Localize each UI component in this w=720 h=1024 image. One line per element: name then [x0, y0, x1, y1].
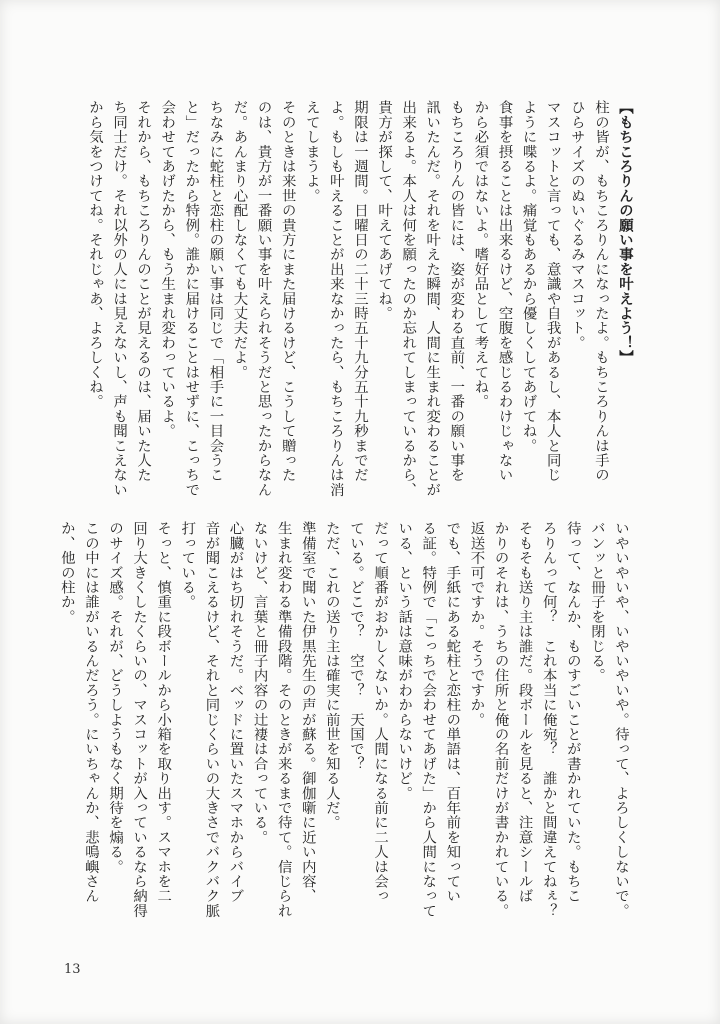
text-line: もちころりんの皆には、姿が変わる直前、一番の願い事を [448, 100, 465, 483]
text-line: 期限は一週間。日曜日の二十三時五十九分五十九秒までだ [351, 100, 368, 483]
text-line: から必須ではないよ。嗜好品として考えてね。 [472, 100, 489, 409]
text-line: のサイズ感。それが、どうしようもなく期待を煽る。 [107, 521, 124, 874]
text-line: いる、という話は意味がわからないけど。 [396, 521, 413, 801]
text-line: 会わせてあげたから、もう生まれ変わっているよ。 [159, 100, 176, 439]
text-line: えてしまうよ。 [303, 100, 320, 203]
text-line: だ。あんまり心配しなくても大丈夫だよ。 [231, 100, 248, 380]
text-line: この中には誰がいるんだろう。にいちゃんか、悲鳴嶼さん [82, 521, 99, 904]
text-line: 食事を摂ることは出来るけど、空腹を感じるわけじゃない [496, 100, 513, 483]
page-number: 13 [64, 962, 81, 977]
text-line: ている。どこで？ 空で？ 天国で？ [347, 521, 364, 771]
text-line: よ。もしも叶えることが出来なかったら、もちころりんは消 [327, 100, 344, 497]
text-line: 訊いたんだ。それを叶えた瞬間、人間に生まれ変わることが [424, 100, 441, 497]
text-line: 回り大きくしたくらいの、マスコットが入っているなら納得 [131, 521, 148, 918]
text-line: と」だったから特例。誰かに届けることはせずに、こっちで [183, 100, 200, 497]
upper-text-block [83, 100, 637, 500]
text-line: 返送不可ですか。そうですか。 [468, 521, 485, 727]
section-title: 【もちころりんの願い事を叶えよう！】 [617, 100, 634, 365]
text-line: 出来るよ。本人は何を願ったのか忘れてしまっているから、 [400, 100, 417, 497]
text-line: か、他の柱か。 [58, 521, 75, 624]
text-line: 音が聞こえるけど、それと同じくらいの大きさでバクバク脈 [203, 521, 220, 918]
text-line: 生まれ変わる準備段階。そのときが来るまで待て。信じられ [275, 521, 292, 918]
text-line: だって順番がおかしくないか。人間になる前に二人は会っ [372, 521, 389, 904]
text-line: 打っている。 [179, 521, 196, 610]
text-line: 準備室で聞いた伊黒先生の声が蘇る。御伽噺に近い内容、 [299, 521, 316, 904]
lower-text-block [55, 521, 633, 936]
text-line: から気をつけてね。それじゃあ、よろしくね。 [86, 100, 103, 409]
text-line: ろりんって何？ これ本当に俺宛？ 誰かと間違えてねぇ？ [540, 521, 557, 918]
text-line: 心臓がはち切れそうだ。ベッドに置いたスマホからバイブ [227, 521, 244, 904]
text-line: そのときは来世の貴方にまた届けるけど、こうして贈った [279, 100, 296, 483]
text-line: 待って、なんか、ものすごいことが書かれていた。もちこ [564, 521, 581, 904]
text-line: 柱の皆が、もちころりんになったよ。もちころりんは手の [592, 100, 609, 483]
text-line: それから、もちころりんのことが見えるのは、届いた人た [135, 100, 152, 483]
text-line: かりのそれは、うちの住所と俺の名前だけが書かれている。 [492, 521, 509, 918]
text-line: そっと、慎重に段ボールから小箱を取り出す。スマホを二 [155, 521, 172, 904]
text-line: ないけど、言葉と冊子内容の辻褄は合っている。 [251, 521, 268, 845]
text-line: マスコットと言っても、意識や自我があるし、本人と同じ [544, 100, 561, 483]
text-line: ただ、これの送り主は確実に前世を知る人だ。 [323, 521, 340, 830]
text-line: いやいやいや、いやいやいや。待って、よろしくしないで。 [613, 521, 629, 918]
text-line: のは、貴方が一番願い事を叶えられそうだと思ったからなん [255, 100, 272, 497]
text-line: ように喋るよ。痛覚もあるから優しくしてあげてね。 [520, 100, 537, 453]
text-line: でも、手紙にある蛇柱と恋柱の単語は、百年前を知ってい [444, 521, 461, 904]
text-line: ひらサイズのぬいぐるみマスコット。 [568, 100, 585, 350]
text-line: 貴方が探して、叶えてあげてね。 [376, 100, 393, 321]
text-line: そもそも送り主は誰だ。段ボールを見ると、注意シールば [516, 521, 533, 904]
text-line: る証。特例で「こっちで会わせてあげた」から人間になって [420, 521, 437, 918]
text-line: バンッと冊子を閉じる。 [588, 521, 605, 683]
text-line: ち同士だけ。それ以外の人には見えないし、声も聞こえない [111, 100, 128, 497]
text-line: ちなみに蛇柱と恋柱の願い事は同じで「相手に一目会うこ [207, 100, 224, 483]
